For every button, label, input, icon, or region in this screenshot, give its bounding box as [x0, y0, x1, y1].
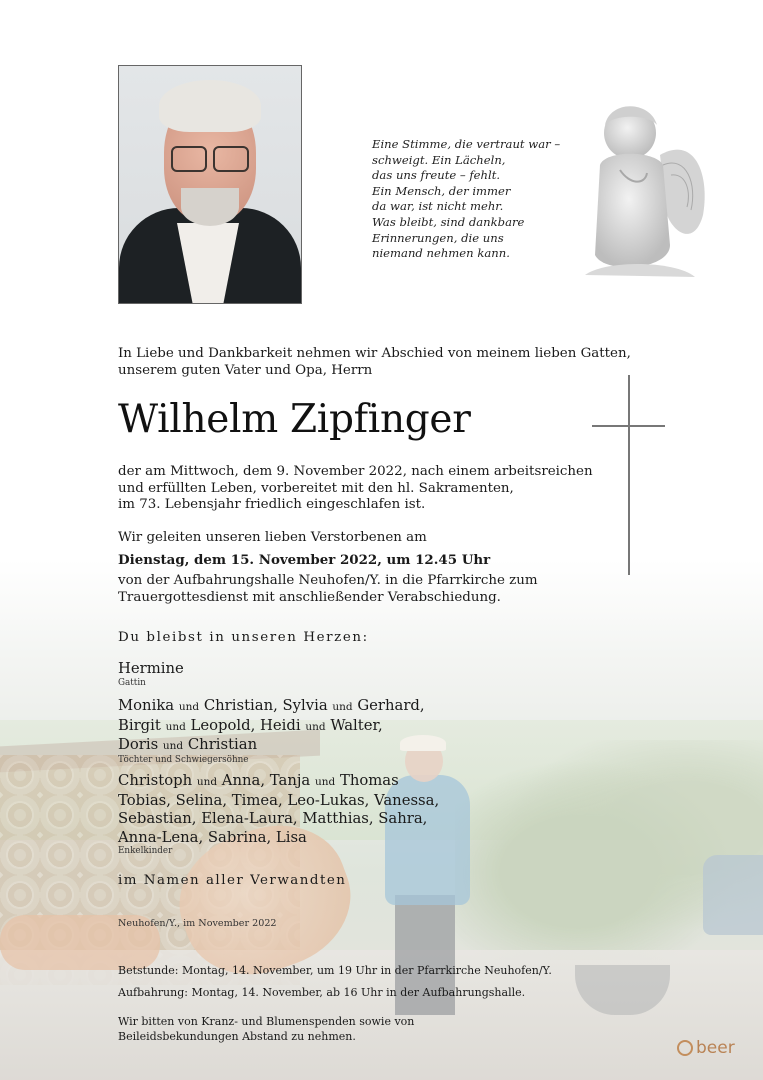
death-line: und erfüllten Leben, vorbereitet mit den hl. Sakramenten, [118, 480, 514, 496]
donation-request [118, 1015, 414, 1044]
portrait-beard [181, 188, 239, 226]
children-line: Doris und Christian [118, 736, 258, 753]
heart-heading: Du bleibst in unseren Herzen: [118, 630, 369, 645]
place-line: von der Aufbahrungshalle Neuhofen/Y. in die Pfarrkirche zum [118, 573, 538, 588]
poem-line: Was bleibt, sind dankbare [372, 214, 525, 229]
invitation-text: Wir geleiten unseren lieben Verstorbenen am [118, 530, 427, 545]
funeral-date: Dienstag, dem 15. November 2022, um 12.45 Uhr [118, 552, 491, 568]
request-line: Wir bitten von Kranz- und Blumenspenden sowie von [118, 1015, 415, 1028]
brand-logo [677, 1038, 735, 1058]
portrait-hair [159, 80, 261, 132]
cross-vertical [628, 375, 630, 575]
grandchildren-line: Tobias, Selina, Timea, Leo-Lukas, Vanessa, [118, 791, 440, 809]
death-line: im 73. Lebensjahr friedlich eingeschlafen ist. [118, 497, 426, 513]
grandchildren-group [118, 772, 439, 856]
poem-line: Ein Mensch, der immer [372, 183, 511, 198]
children-role: Töchter und Schwiegersöhne [118, 754, 249, 765]
spouse-name: Hermine [118, 660, 184, 677]
location-date: Neuhofen/Y., im November 2022 [118, 918, 277, 929]
death-line: der am Mittwoch, dem 9. November 2022, nach einem arbeitsreichen [118, 464, 593, 479]
poem-line: da war, ist nicht mehr. [372, 199, 504, 214]
deceased-name: Wilhelm Zipfinger [118, 397, 471, 442]
cross-horizontal [592, 425, 665, 427]
laying-out: Aufbahrung: Montag, 14. November, ab 16 Uhr in der Aufbahrungshalle. [118, 986, 526, 999]
request-line: Beileidsbekundungen Abstand zu nehmen. [118, 1029, 356, 1043]
poem-line: Eine Stimme, die vertraut war – [372, 137, 561, 151]
intro-line: unserem guten Vater und Opa, Herrn [118, 362, 373, 378]
funeral-place [118, 573, 538, 606]
brand-mark-icon [677, 1040, 693, 1056]
intro-line: In Liebe und Dankbarkeit nehmen wir Abschied von meinem lieben Gatten, [118, 346, 631, 361]
bg-car [703, 855, 763, 935]
portrait-glasses [171, 146, 249, 170]
relatives-line: im Namen aller Verwandten [118, 873, 347, 888]
grandchildren-role: Enkelkinder [118, 846, 173, 856]
intro-text [118, 346, 631, 379]
prayer-hour: Betstunde: Montag, 14. November, um 19 Uhr in der Pfarrkirche Neuhofen/Y. [118, 964, 552, 977]
spouse-role: Gattin [118, 677, 146, 688]
grandchildren-line: Christoph und Anna, Tanja und Thomas [118, 772, 399, 789]
children-line: Birgit und Leopold, Heidi und Walter, [118, 716, 383, 734]
portrait-photo [118, 65, 302, 304]
poem-line: das uns freute – fehlt. [372, 168, 501, 183]
children-line: Monika und Christian, Sylvia und Gerhard, [118, 697, 425, 714]
grandchildren-line: Sebastian, Elena-Laura, Matthias, Sahra, [118, 810, 428, 827]
angel-statue-image [575, 95, 715, 285]
death-notice [118, 464, 593, 514]
poem-line: Erinnerungen, die uns [372, 230, 504, 245]
place-line: Trauergottesdienst mit anschließender Verabschiedung. [118, 589, 501, 605]
poem [372, 137, 572, 262]
poem-line: niemand nehmen kann. [372, 246, 510, 261]
spouse-group [118, 660, 184, 688]
grandchildren-line: Anna-Lena, Sabrina, Lisa [118, 828, 307, 846]
brand-word: beer [696, 1038, 735, 1058]
poem-line: schweigt. Ein Lächeln, [372, 152, 506, 167]
children-group [118, 697, 425, 765]
